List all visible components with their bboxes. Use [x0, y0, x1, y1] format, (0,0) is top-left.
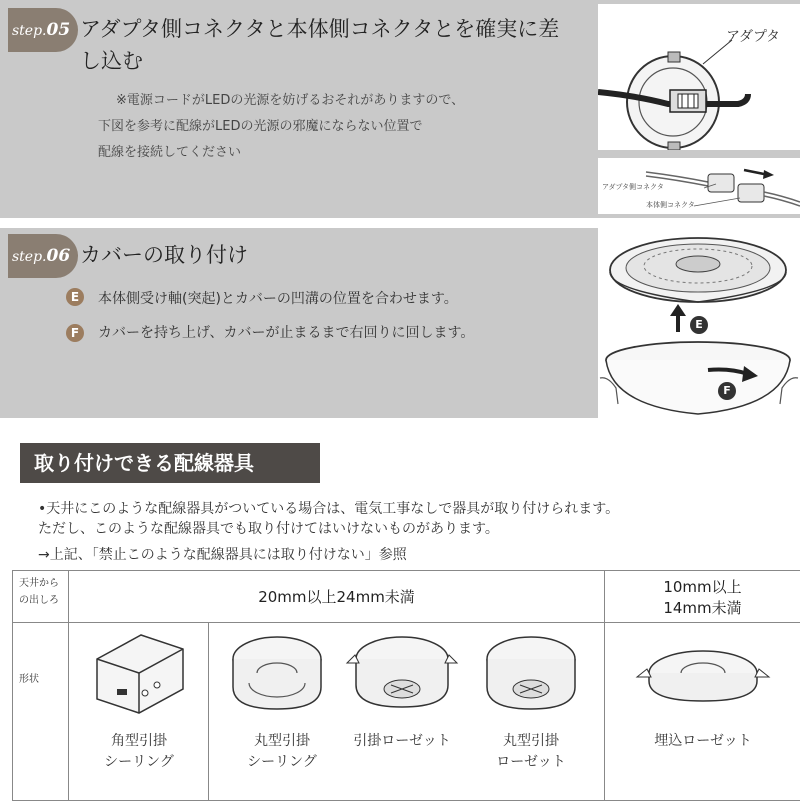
- caption-line1: 角型引掛: [69, 731, 209, 752]
- round-ceiling-fitting-icon: [227, 629, 327, 729]
- adapter-label: アダプタ: [726, 26, 780, 46]
- section-desc-line1: •天井にこのような配線器具がついている場合は、電気工事なしで器具が取り付けられます。: [38, 498, 619, 518]
- caption-line1: 丸型引掛: [227, 731, 337, 752]
- step06-item-f: カバーを持ち上げ、カバーが止まるまで右回りに回します。: [98, 322, 474, 342]
- adapter-connector-label: アダプタ側コネクタ: [602, 182, 664, 192]
- section-desc-line2: ただし、このような配線器具でも取り付けてはいけないものがあります。: [38, 518, 499, 538]
- letter-e-marker: E: [66, 288, 84, 306]
- step-number: 05: [47, 20, 71, 40]
- fittings-table: [12, 570, 800, 801]
- fitting-caption: [605, 731, 800, 752]
- step06-panel: [0, 228, 800, 418]
- step06-title: カバーの取り付け: [80, 240, 248, 270]
- adapter-illustration: [598, 4, 800, 150]
- step05-note-line3: 配線を接続してください: [98, 140, 241, 166]
- fitting-cell-round: [209, 623, 605, 801]
- step05-note-line2: 下図を参考に配線がLEDの光源の邪魔にならない位置で: [98, 114, 422, 140]
- step06-item-e: 本体側受け軸(突起)とカバーの凹溝の位置を合わせます。: [98, 288, 458, 308]
- connector-illustration: [598, 158, 800, 214]
- row-header-shape: 形状: [13, 623, 69, 801]
- row-header-ceiling-clearance: [13, 571, 69, 623]
- letter-f-marker: F: [66, 324, 84, 342]
- fitting-cell-square: [69, 623, 209, 801]
- row-header-line2: の出しろ: [19, 592, 62, 609]
- section-title: 取り付けできる配線器具: [20, 443, 320, 483]
- range-20-24: 20mm以上24mm未満: [69, 571, 605, 623]
- caption-line2: シーリング: [227, 752, 337, 773]
- step-prefix: step.: [12, 249, 47, 265]
- caption-line1: 埋込ローゼット: [605, 731, 800, 752]
- fitting-caption: [69, 731, 209, 773]
- cover-e-marker: E: [690, 316, 708, 334]
- embedded-rosette-icon: [633, 639, 773, 719]
- caption-line1: 引掛ローゼット: [337, 731, 467, 752]
- body-connector-label: 本体側コネクタ: [646, 200, 695, 210]
- row-header-line1: 天井から: [19, 575, 62, 592]
- step05-panel: [0, 0, 800, 218]
- section-desc-line3: →上記、「禁止このような配線器具には取り付けない」参照: [38, 544, 407, 564]
- range-10-14-line1: 10mm以上: [605, 576, 800, 597]
- fitting-caption: [481, 731, 581, 773]
- hook-rosette-icon: [337, 629, 467, 729]
- round-hook-rosette-icon: [481, 629, 581, 729]
- range-10-14: [605, 571, 800, 623]
- caption-line1: 丸型引掛: [481, 731, 581, 752]
- fitting-cell-embedded: [605, 623, 800, 801]
- step05-title-line1: アダプタ側コネクタと本体側コネクタとを確実に差: [80, 14, 559, 44]
- caption-line2: ローゼット: [481, 752, 581, 773]
- step-prefix: step.: [12, 23, 47, 39]
- fitting-caption: [227, 731, 337, 773]
- range-10-14-line2: 14mm未満: [605, 597, 800, 618]
- step05-badge: [8, 8, 78, 52]
- step-number: 06: [47, 246, 71, 266]
- fitting-caption: [337, 731, 467, 752]
- caption-line2: シーリング: [69, 752, 209, 773]
- step05-title-line2: し込む: [80, 46, 143, 76]
- cover-illustration: [598, 228, 800, 418]
- step05-note-line1: ※電源コードがLEDの光源を妨げるおそれがありますので、: [116, 88, 464, 114]
- square-ceiling-fitting-icon: [87, 629, 187, 719]
- step06-badge: [8, 234, 78, 278]
- cover-f-marker: F: [718, 382, 736, 400]
